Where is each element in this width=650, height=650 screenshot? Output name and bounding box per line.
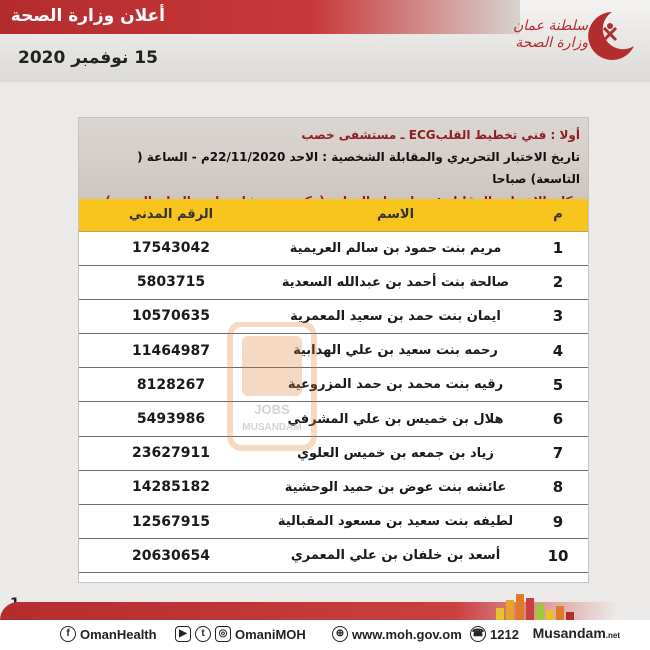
brand-suffix: .net [605, 631, 620, 640]
table-row [79, 334, 588, 368]
website-link[interactable] [332, 626, 462, 642]
table-header-row [79, 199, 588, 231]
brand-name: Musandam [532, 625, 606, 641]
table-row [79, 231, 588, 265]
page-header [0, 0, 650, 82]
row-name: عائشه بنت عوض بن حميد الوحشية [263, 470, 528, 504]
exam-datetime: تاريخ الاختبار التحريري والمقابلة الشخصية : الاحد 22/11/2020م - الساعة ( التاسعة) صباحا [137, 150, 580, 186]
announcement-date: 15 نوفمبر 2020 [18, 48, 158, 68]
logo-text [496, 18, 588, 52]
row-num: 8 [528, 470, 588, 504]
ministry-logo [498, 6, 638, 66]
row-civil-number: 5803715 [79, 265, 263, 299]
row-num: 4 [528, 334, 588, 368]
header-num: م [528, 199, 588, 231]
row-name: مريم بنت حمود بن سالم العريمية [263, 231, 528, 265]
row-civil-number: 11464987 [79, 334, 263, 368]
ministry-emblem-icon [582, 6, 638, 66]
row-name: هلال بن خميس بن علي المشرفي [263, 402, 528, 436]
social-links[interactable] [175, 626, 306, 642]
facebook-icon: f [60, 626, 76, 642]
row-num: 2 [528, 265, 588, 299]
row-civil-number: 5493986 [79, 402, 263, 436]
row-civil-number: 14285182 [79, 470, 263, 504]
watermark-line2: MUSANDAM [242, 422, 302, 433]
row-num: 9 [528, 505, 588, 539]
header-civil-number: الرقم المدني [79, 199, 263, 231]
social-handle: OmaniMOH [235, 626, 306, 642]
facebook-handle: OmanHealth [80, 626, 157, 642]
table-row [79, 368, 588, 402]
table-row [79, 299, 588, 333]
row-name: رقيه بنت محمد بن حمد المزروعية [263, 368, 528, 402]
table-row [79, 436, 588, 470]
row-name: لطيفه بنت سعيد بن مسعود المقبالية [263, 505, 528, 539]
announcement-panel [78, 117, 589, 583]
row-name: رحمه بنت سعيد بن علي الهدابية [263, 334, 528, 368]
table-row [79, 539, 588, 573]
row-num: 10 [528, 539, 588, 573]
row-name: ايمان بنت حمد بن سعيد المعمرية [263, 299, 528, 333]
row-name: أسعد بن خلفان بن علي المعمري [263, 539, 528, 573]
table-row [79, 470, 588, 504]
row-num: 1 [528, 231, 588, 265]
table-row [79, 402, 588, 436]
website-url: www.moh.gov.om [352, 626, 462, 642]
phone-number: 1212 [490, 626, 519, 642]
row-num: 5 [528, 368, 588, 402]
watermark-line1: JOBS [254, 402, 290, 417]
table-row [79, 505, 588, 539]
phone-icon: ☎ [470, 626, 486, 642]
row-civil-number: 8128267 [79, 368, 263, 402]
job-title: أولا : فني تخطيط القلبECG ـ مستشفى خصب [301, 128, 580, 142]
row-civil-number: 10570635 [79, 299, 263, 333]
logo-text-line2: وزارة الصحة [515, 35, 588, 51]
header-name: الاسم [263, 199, 528, 231]
row-name: زياد بن جمعه بن خميس العلوي [263, 436, 528, 470]
row-num: 7 [528, 436, 588, 470]
row-num: 6 [528, 402, 588, 436]
page-title: أعلان وزارة الصحة [10, 6, 165, 26]
twitter-icon: t [195, 626, 211, 642]
row-civil-number: 12567915 [79, 505, 263, 539]
row-civil-number: 17543042 [79, 231, 263, 265]
row-civil-number: 20630654 [79, 539, 263, 573]
candidates-table [79, 199, 588, 573]
globe-icon: ⊕ [332, 626, 348, 642]
phone-link[interactable] [470, 626, 519, 642]
table-row [79, 265, 588, 299]
instagram-icon: ◎ [215, 626, 231, 642]
row-name: صالحة بنت أحمد بن عبدالله السعدية [263, 265, 528, 299]
facebook-link[interactable] [60, 626, 157, 642]
logo-text-line1: سلطنة عمان [512, 18, 588, 34]
musandam-brand [533, 625, 620, 641]
youtube-icon: ▶ [175, 626, 191, 642]
row-civil-number: 23627911 [79, 436, 263, 470]
exam-info [79, 118, 588, 199]
row-num: 3 [528, 299, 588, 333]
